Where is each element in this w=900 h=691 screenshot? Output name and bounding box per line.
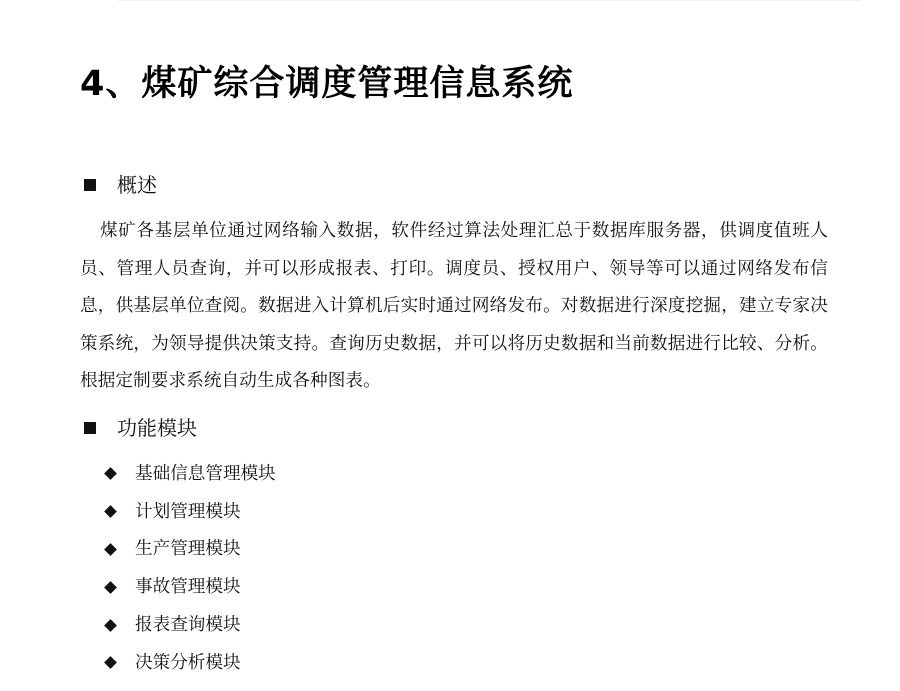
square-bullet-icon — [84, 422, 96, 434]
diamond-bullet-icon — [104, 543, 117, 556]
overview-paragraph: 煤矿各基层单位通过网络输入数据，软件经过算法处理汇总于数据库服务器，供调度值班人员、管理人员查询，并可以形成报表、打印。调度员、授权用户、领导等可以通过网络发布信息，供基层单位查阅。数据进入计算机后实时通过网络发布。对数据进行深度挖掘，建立专家决策系统，为领导提供决策支持。查询历史数据，并可以将历史数据和当前数据进行比较、分析。根据定制要求系统自动生成各种图表。 — [80, 221, 828, 392]
module-list — [103, 455, 276, 682]
diamond-bullet-icon — [104, 581, 117, 594]
list-item — [103, 568, 276, 606]
diamond-bullet-icon — [104, 505, 117, 518]
diamond-bullet-icon — [104, 619, 117, 632]
page-title: 4、煤矿综合调度管理信息系统 — [80, 64, 574, 104]
list-item — [103, 606, 276, 644]
section-heading-label: 功能模块 — [117, 416, 197, 440]
diamond-bullet-icon — [104, 657, 117, 670]
section-heading-modules — [80, 414, 197, 442]
section-heading-label: 概述 — [117, 173, 157, 197]
list-item — [103, 531, 276, 569]
module-label: 基础信息管理模块 — [135, 463, 276, 484]
module-label: 决策分析模块 — [135, 652, 241, 673]
square-bullet-icon — [84, 179, 96, 191]
module-label: 生产管理模块 — [135, 539, 241, 560]
list-item — [103, 455, 276, 493]
section-heading-overview — [80, 171, 157, 199]
module-label: 计划管理模块 — [135, 501, 241, 522]
module-label: 事故管理模块 — [135, 577, 241, 598]
diamond-bullet-icon — [104, 468, 117, 481]
top-rule — [118, 0, 860, 1]
list-item — [103, 644, 276, 682]
module-label: 报表查询模块 — [135, 615, 241, 636]
list-item — [103, 493, 276, 531]
